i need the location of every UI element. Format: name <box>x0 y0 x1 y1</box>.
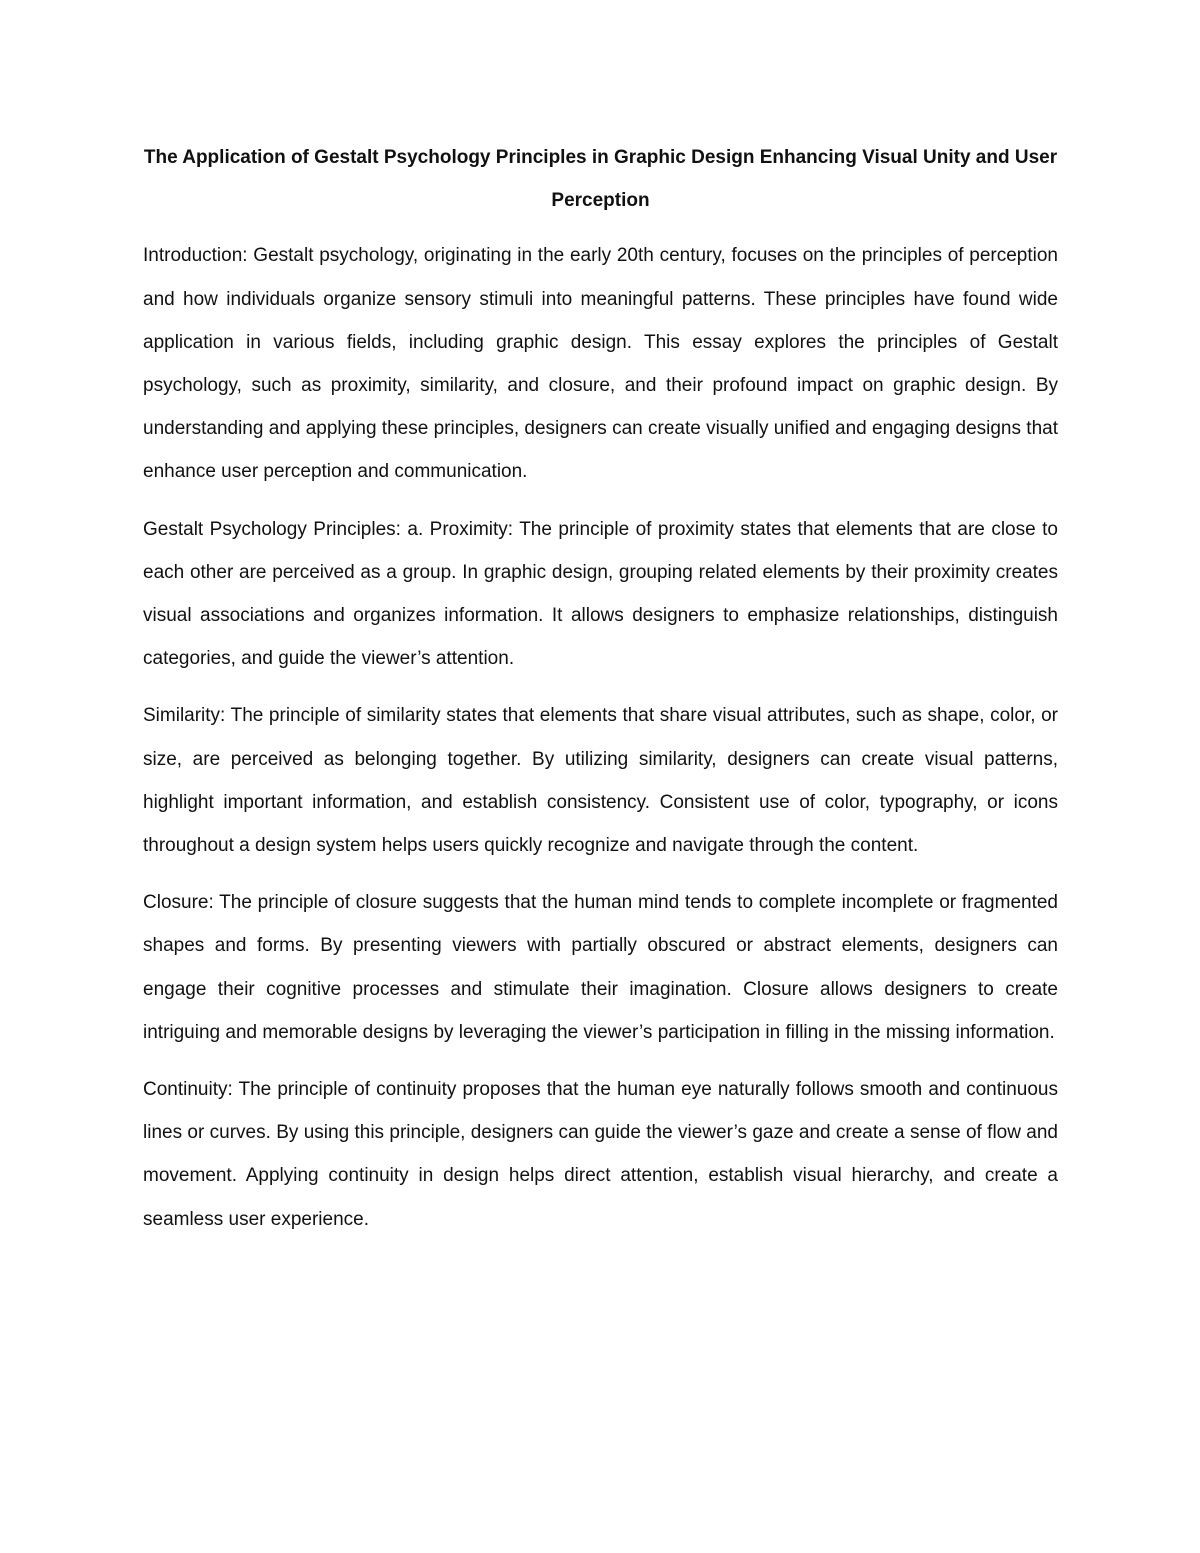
paragraph-proximity: Gestalt Psychology Principles: a. Proximity: The principle of proximity states that elements that are close to each other are perceived as a group. In graphic design, grouping related elements by their proximity creates visual associations and organizes information. It allows designers to emphasize relationships, distinguish categories, and guide the viewer’s attention. <box>143 518 1058 670</box>
paragraph-introduction: Introduction: Gestalt psychology, originating in the early 20th century, focuses on the principles of perception and how individuals organize sensory stimuli into meaningful patterns. These principles have found wide application in various fields, including graphic design. This essay explores the principles of Gestalt psychology, such as proximity, similarity, and closure, and their profound impact on graphic design. By understanding and applying these principles, designers can create visually unified and engaging designs that enhance user perception and communication. <box>143 245 1058 483</box>
document-body <box>143 136 1058 1255</box>
document-title: The Application of Gestalt Psychology Principles in Graphic Design Enhancing Visual Unity and User Perception <box>143 147 1058 212</box>
paragraph-similarity: Similarity: The principle of similarity states that elements that share visual attributes, such as shape, color, or size, are perceived as belonging together. By utilizing similarity, designers can create visual patterns, highlight important information, and establish consistency. Consistent use of color, typography, or icons throughout a design system helps users quickly recognize and navigate through the content. <box>143 705 1058 857</box>
paragraph-continuity: Continuity: The principle of continuity proposes that the human eye naturally follows smooth and continuous lines or curves. By using this principle, designers can guide the viewer’s gaze and create a sense of flow and movement. Applying continuity in design helps direct attention, establish visual hierarchy, and create a seamless user experience. <box>143 1079 1058 1230</box>
paragraph-closure: Closure: The principle of closure suggests that the human mind tends to complete incomplete or fragmented shapes and forms. By presenting viewers with partially obscured or abstract elements, designers can engage their cognitive processes and stimulate their imagination. Closure allows designers to create intriguing and memorable designs by leveraging the viewer’s participation in filling in the missing information. <box>143 892 1058 1043</box>
